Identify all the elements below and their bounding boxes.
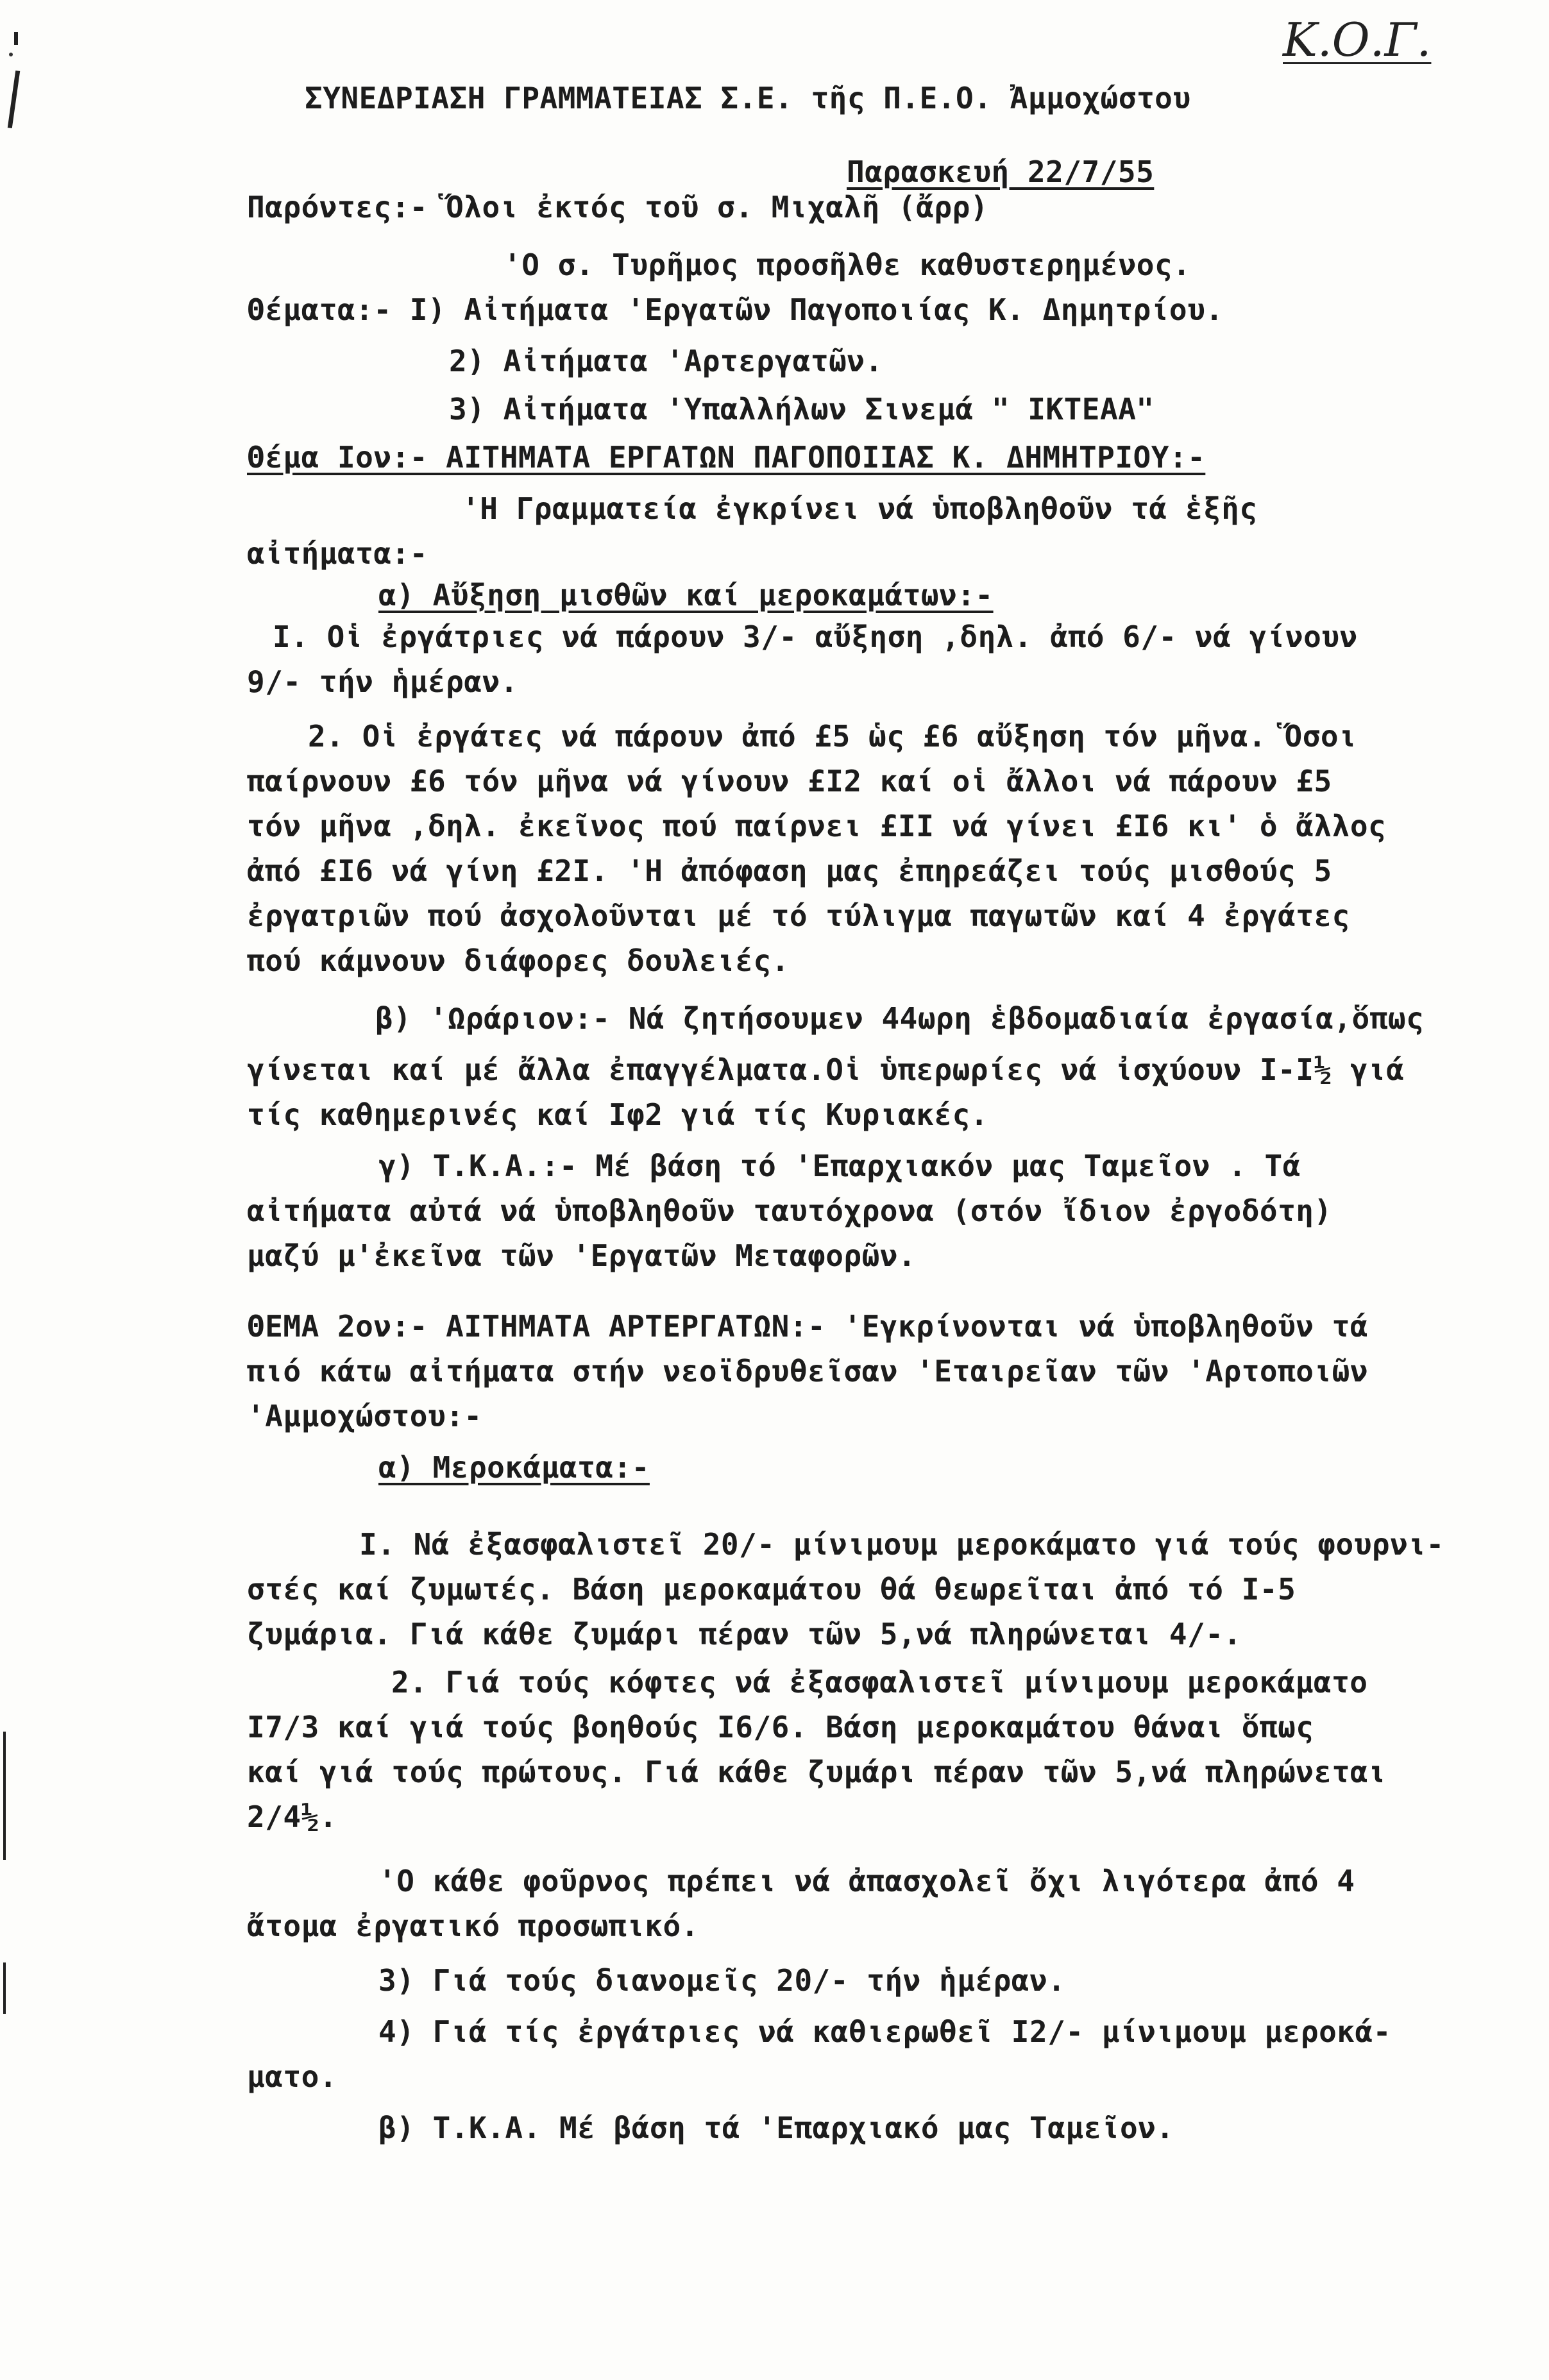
handwritten-reference: Κ.Ο.Γ. — [1283, 13, 1432, 67]
text-line: Θέματα:- Ι) Αἰτήματα 'Εργατῶν Παγοποιίας Κ. Δημητρίου. — [247, 292, 1224, 327]
text-line: ἐργατριῶν πού ἀσχολοῦνται μέ τό τύλιγμα παγωτῶν καί 4 ἐργάτες — [247, 899, 1350, 933]
text-line: 2) Αἰτήματα 'Αρτεργατῶν. — [449, 344, 883, 378]
section-heading: ΘΕΜΑ 2ον:- ΑΙΤΗΜΑΤΑ ΑΡΤΕΡΓΑΤΩΝ:- 'Εγκρίνονται νά ὑποβληθοῦν τά — [247, 1309, 1369, 1344]
margin-pen-mark — [8, 71, 20, 128]
subsection-heading: α) Αὔξηση μισθῶν καί μεροκαμάτων:- — [378, 578, 994, 612]
text-line: πιό κάτω αἰτήματα στήν νεοϊδρυθεῖσαν 'Εταιρεῖαν τῶν 'Αρτοποιῶν — [247, 1354, 1369, 1388]
margin-pen-mark — [3, 1962, 6, 2014]
text-line: ἄτομα ἐργατικό προσωπικό. — [247, 1909, 699, 1943]
text-line: ματο. — [247, 2059, 337, 2094]
text-line: αἰτήματα αὐτά νά ὑποβληθοῦν ταυτόχρονα (στόν ἴδιον ἐργοδότη) — [247, 1194, 1332, 1228]
text-line: στές καί ζυμωτές. Βάση μεροκαμάτου θά θεωρεῖται ἀπό τό Ι-5 — [247, 1572, 1296, 1607]
text-line: καί γιά τούς πρώτους. Γιά κάθε ζυμάρι πέραν τῶν 5,νά πληρώνεται — [247, 1755, 1387, 1789]
text-line: πού κάμνουν διάφορες δουλειές. — [247, 943, 790, 978]
text-line: 2. Οἱ ἐργάτες νά πάρουν ἀπό £5 ὡς £6 αὔξηση τόν μῆνα. Ὅσοι — [308, 719, 1357, 754]
text-line: 3) Γιά τούς διανομεῖς 20/- τήν ἡμέραν. — [378, 1963, 1066, 1998]
text-line: 'Ο κάθε φοῦρνος πρέπει νά ἀπασχολεῖ ὄχι λιγότερα ἀπό 4 — [378, 1864, 1355, 1898]
text-line: παίρνουν £6 τόν μῆνα νά γίνουν £Ι2 καί οἱ ἄλλοι νά πάρουν £5 — [247, 764, 1332, 798]
text-line: 9/- τήν ἡμέραν. — [247, 664, 518, 699]
margin-speck — [9, 53, 13, 56]
header-date: Παρασκευή 22/7/55 — [847, 155, 1155, 189]
text-line: 4) Γιά τίς ἐργάτριες νά καθιερωθεῖ Ι2/- μίνιμουμ μεροκά- — [378, 2014, 1391, 2049]
text-line: Παρόντες:- Ὅλοι ἐκτός τοῦ σ. Μιχαλῆ (ἄρρ) — [247, 190, 988, 224]
text-line: τόν μῆνα ,δηλ. ἐκεῖνος πού παίρνει £ΙΙ νά γίνει £Ι6 κι' ὁ ἄλλος — [247, 809, 1387, 843]
margin-pen-mark — [3, 1732, 6, 1860]
text-line: τίς καθημερινές καί Ιφ2 γιά τίς Κυριακές. — [247, 1097, 988, 1132]
text-line: μαζύ μ'ἐκεῖνα τῶν 'Εργατῶν Μεταφορῶν. — [247, 1238, 917, 1273]
text-line: αἰτήματα:- — [247, 536, 428, 571]
text-line: Ι. Οἱ ἐργάτριες νά πάρουν 3/- αὔξηση ,δηλ. ἀπό 6/- νά γίνουν — [273, 620, 1358, 654]
text-line: γίνεται καί μέ ἄλλα ἐπαγγέλματα.Οἱ ὑπερωρίες νά ἰσχύουν Ι-Ι½ γιά — [247, 1052, 1405, 1087]
subsection-heading: α) Μεροκάματα:- — [378, 1450, 650, 1485]
text-line: β) Τ.Κ.Α. Μέ βάση τά 'Επαρχιακό μας Ταμεῖον. — [378, 2111, 1174, 2145]
text-line: 'Αμμοχώστου:- — [247, 1399, 482, 1433]
text-line: 3) Αἰτήματα 'Υπαλλήλων Σινεμά " ΙΚΤΕΑΑ" — [449, 392, 1155, 426]
section-heading: Θέμα Ιον:- ΑΙΤΗΜΑΤΑ ΕΡΓΑΤΩΝ ΠΑΓΟΠΟΙΙΑΣ Κ. ΔΗΜΗΤΡΙΟΥ:- — [247, 440, 1206, 475]
text-line: ζυμάρια. Γιά κάθε ζυμάρι πέραν τῶν 5,νά πληρώνεται 4/-. — [247, 1617, 1242, 1651]
header-title: ΣΥΝΕΔΡΙΑΣΗ ΓΡΑΜΜΑΤΕΙΑΣ Σ.Ε. τῆς Π.Ε.Ο. Ἀμμοχώστου — [305, 81, 1191, 115]
text-line: 2. Γιά τούς κόφτες νά ἐξασφαλιστεῖ μίνιμουμ μεροκάματο — [391, 1665, 1368, 1700]
margin-pen-mark — [14, 32, 18, 45]
text-line: β) 'Ωράριον:- Νά ζητήσουμεν 44ωρη ἑβδομαδιαία ἐργασία,ὅπως — [375, 1001, 1425, 1036]
text-line: 2/4½. — [247, 1800, 337, 1834]
text-line: ἀπό £Ι6 νά γίνη £2Ι. 'Η ἀπόφαση μας ἐπηρεάζει τούς μισθούς 5 — [247, 854, 1332, 888]
text-line: 'Η Γραμματεία ἐγκρίνει νά ὑποβληθοῦν τά ἑξῆς — [462, 491, 1258, 526]
text-line: Ι. Νά ἐξασφαλιστεῖ 20/- μίνιμουμ μεροκάματο γιά τούς φουρνι- — [359, 1527, 1444, 1562]
text-line: 'Ο σ. Τυρῆμος προσῆλθε καθυστερημένος. — [504, 248, 1191, 282]
text-line: γ) Τ.Κ.Α.:- Μέ βάση τό 'Επαρχιακόν μας Ταμεῖον . Τά — [378, 1149, 1301, 1183]
text-line: Ι7/3 καί γιά τούς βοηθούς Ι6/6. Βάση μεροκαμάτου θάναι ὅπως — [247, 1710, 1314, 1744]
